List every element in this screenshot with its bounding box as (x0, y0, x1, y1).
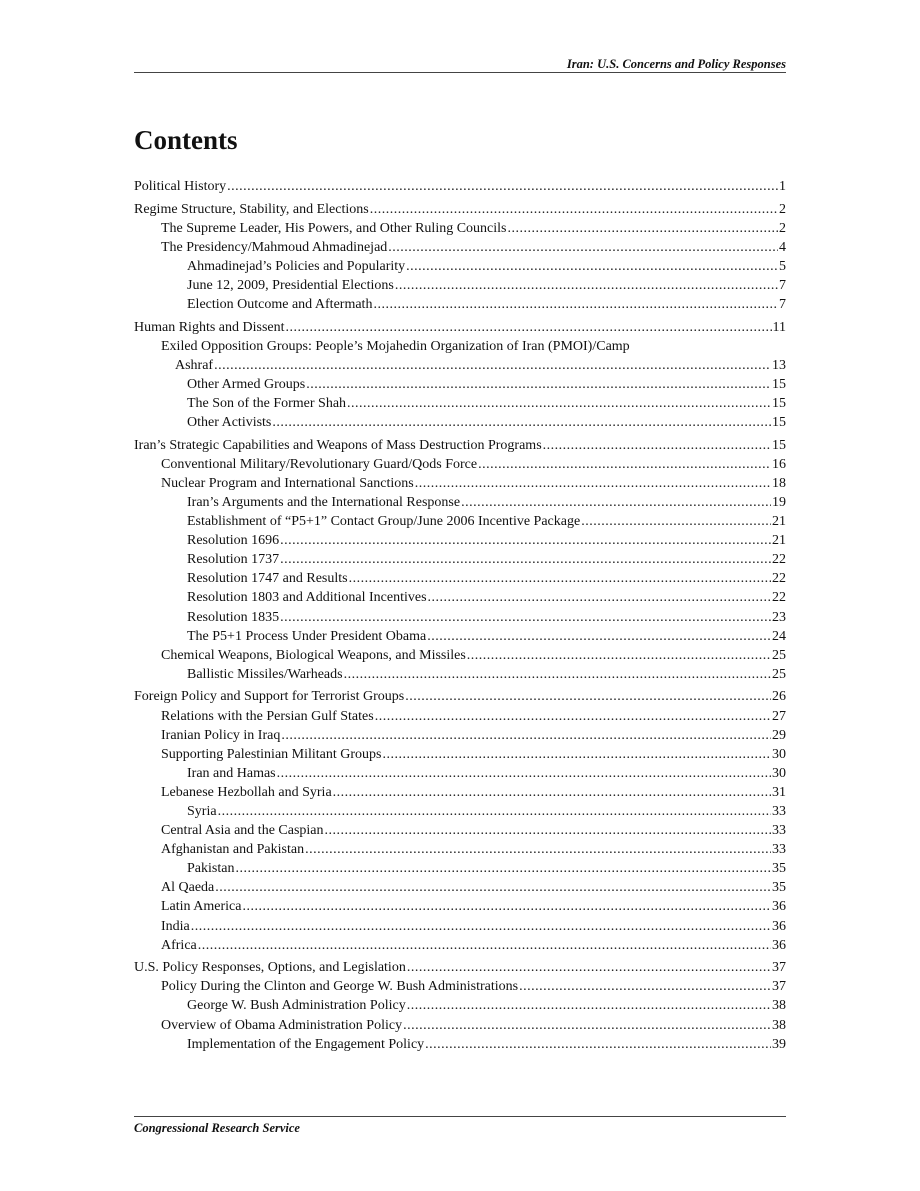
dot-leader (272, 413, 771, 432)
toc-entry-title: Resolution 1803 and Additional Incentives (187, 590, 427, 606)
toc-entry-title: Iranian Policy in Iraq (161, 727, 281, 743)
toc-entry[interactable] (134, 375, 786, 394)
dot-leader (280, 531, 771, 550)
toc-page-number: 37 (772, 960, 786, 976)
toc-page-number: 25 (772, 647, 786, 663)
toc-entry[interactable] (134, 1016, 786, 1035)
dot-leader (286, 318, 772, 337)
toc-entry-title: Conventional Military/Revolutionary Guard/Qods Force (161, 456, 478, 472)
toc-page-number: 38 (772, 1017, 786, 1033)
toc-entry-title: Nuclear Program and International Sanctions (161, 475, 414, 491)
toc-entry-title: Ballistic Missiles/Warheads (187, 666, 343, 682)
toc-entry[interactable] (134, 276, 786, 295)
toc-entry-title: Implementation of the Engagement Policy (187, 1036, 425, 1052)
dot-leader (344, 665, 771, 684)
toc-page-number: 13 (772, 357, 786, 373)
dot-leader (461, 493, 771, 512)
toc-entry[interactable] (134, 726, 786, 745)
toc-entry[interactable] (134, 745, 786, 764)
dot-leader (347, 394, 771, 413)
toc-entry-title: The Supreme Leader, His Powers, and Other Ruling Councils (161, 220, 507, 236)
toc-entry-title: Al Qaeda (161, 880, 215, 896)
dot-leader (370, 200, 778, 219)
toc-entry[interactable] (134, 436, 786, 455)
dot-leader (403, 1016, 771, 1035)
toc-entry-title: India (161, 918, 190, 934)
dot-leader (407, 958, 771, 977)
dot-leader (325, 821, 771, 840)
toc-page-number: 15 (772, 437, 786, 453)
toc-page-number: 35 (772, 880, 786, 896)
toc-page-number: 5 (779, 258, 786, 274)
toc-entry[interactable] (134, 356, 786, 375)
dot-leader (373, 295, 778, 314)
toc-entry[interactable] (134, 646, 786, 665)
dot-leader (467, 646, 771, 665)
dot-leader (581, 512, 771, 531)
toc-entry-title: George W. Bush Administration Policy (187, 998, 406, 1014)
dot-leader (280, 608, 771, 627)
header-divider (134, 72, 786, 73)
dot-leader (198, 936, 771, 955)
toc-entry-title: Resolution 1737 (187, 552, 280, 568)
toc-entry[interactable] (134, 394, 786, 413)
toc-entry-title: Policy During the Clinton and George W. Bush Administrations (161, 979, 519, 995)
toc-entry[interactable] (134, 238, 786, 257)
toc-page-number: 15 (772, 396, 786, 412)
toc-page-number: 2 (779, 201, 786, 217)
toc-entry-title: Resolution 1835 (187, 609, 280, 625)
toc-entry-title: Central Asia and the Caspian (161, 823, 324, 839)
toc-page-number: 36 (772, 937, 786, 953)
toc-page-number: 30 (772, 765, 786, 781)
table-of-contents (134, 177, 786, 1054)
toc-entry-title: Afghanistan and Pakistan (161, 842, 305, 858)
toc-entry[interactable] (134, 257, 786, 276)
toc-entry[interactable] (134, 455, 786, 474)
toc-page-number: 24 (772, 628, 786, 644)
toc-page-number: 1 (779, 179, 786, 194)
toc-entry[interactable] (134, 687, 786, 706)
dot-leader (425, 1035, 771, 1054)
toc-entry-title: Election Outcome and Aftermath (187, 297, 373, 313)
toc-entry-title: Lebanese Hezbollah and Syria (161, 784, 332, 800)
toc-page-number: 30 (772, 746, 786, 762)
toc-entry[interactable] (134, 783, 786, 802)
toc-entry-title: Africa (161, 937, 197, 953)
toc-entry[interactable] (134, 821, 786, 840)
toc-entry-title: The P5+1 Process Under President Obama (187, 628, 427, 644)
toc-page-number: 15 (772, 376, 786, 392)
toc-page-number: 39 (772, 1036, 786, 1052)
toc-entry[interactable] (134, 665, 786, 684)
toc-entry-title: Human Rights and Dissent (134, 319, 285, 335)
toc-entry[interactable] (134, 878, 786, 897)
toc-entry-title: June 12, 2009, Presidential Elections (187, 277, 394, 293)
dot-leader (383, 745, 772, 764)
dot-leader (388, 238, 778, 257)
toc-entry[interactable] (134, 859, 786, 878)
toc-page-number: 15 (772, 415, 786, 431)
dot-leader (427, 627, 771, 646)
toc-entry-title: Supporting Palestinian Militant Groups (161, 746, 382, 762)
dot-leader (305, 840, 771, 859)
toc-entry-title: Iran’s Strategic Capabilities and Weapons of Mass Destruction Programs (134, 437, 542, 453)
toc-page-number: 19 (772, 495, 786, 510)
dot-leader (242, 897, 771, 916)
toc-entry-title: Ahmadinejad’s Policies and Popularity (187, 258, 406, 274)
toc-entry[interactable] (134, 958, 786, 977)
toc-entry[interactable] (134, 550, 786, 569)
toc-entry-title: Political History (134, 179, 227, 194)
toc-page-number: 25 (772, 666, 786, 682)
toc-entry[interactable] (134, 977, 786, 996)
toc-entry-title: Iran’s Arguments and the International Response (187, 495, 461, 510)
toc-entry[interactable] (134, 318, 786, 337)
toc-entry-title: Other Armed Groups (187, 376, 306, 392)
toc-entry[interactable] (134, 707, 786, 726)
toc-entry-title: Resolution 1696 (187, 533, 280, 549)
toc-page-number: 4 (779, 239, 786, 255)
toc-entry[interactable] (134, 588, 786, 607)
toc-entry[interactable] (134, 493, 786, 512)
toc-entry-title: Resolution 1747 and Results (187, 571, 348, 587)
toc-entry[interactable] (134, 295, 786, 314)
toc-page-number: 26 (772, 689, 786, 705)
dot-leader (406, 257, 778, 276)
toc-page-number: 7 (779, 277, 786, 293)
toc-entry[interactable] (134, 200, 786, 219)
toc-entry-title: Relations with the Persian Gulf States (161, 708, 374, 724)
dot-leader (235, 859, 771, 878)
toc-entry-title: Pakistan (187, 861, 235, 877)
toc-entry-title: Chemical Weapons, Biological Weapons, and Missiles (161, 647, 466, 663)
dot-leader (191, 917, 771, 936)
toc-entry-title: Ashraf (175, 357, 214, 373)
toc-entry[interactable] (134, 608, 786, 627)
toc-entry[interactable] (134, 897, 786, 916)
dot-leader (395, 276, 778, 295)
toc-entry[interactable] (134, 569, 786, 588)
toc-entry[interactable] (134, 917, 786, 936)
toc-page-number: 36 (772, 899, 786, 915)
toc-entry-title: Other Activists (187, 415, 272, 431)
dot-leader (519, 977, 771, 996)
toc-page-number: 27 (772, 708, 786, 724)
toc-page-number: 33 (772, 823, 786, 839)
dot-leader (507, 219, 778, 238)
dot-leader (375, 707, 771, 726)
toc-entry[interactable] (134, 512, 786, 531)
toc-page-number: 7 (779, 297, 786, 313)
toc-page-number: 35 (772, 861, 786, 877)
toc-page-number: 33 (772, 804, 786, 819)
toc-entry[interactable] (134, 840, 786, 859)
toc-entry-title: U.S. Policy Responses, Options, and Legislation (134, 960, 406, 976)
toc-entry-title: The Son of the Former Shah (187, 396, 347, 412)
dot-leader (227, 177, 778, 196)
toc-page-number: 23 (772, 609, 786, 625)
dot-leader (280, 550, 771, 569)
toc-entry[interactable] (134, 177, 786, 196)
toc-entry-wrapped-line[interactable]: Exiled Opposition Groups: People’s Mojahedin Organization of Iran (PMOI)/Camp (161, 338, 630, 354)
toc-entry-title: Overview of Obama Administration Policy (161, 1017, 403, 1033)
toc-page-number: 31 (772, 784, 786, 800)
dot-leader (218, 802, 771, 821)
toc-entry[interactable] (134, 413, 786, 432)
dot-leader (214, 356, 771, 375)
toc-page-number: 37 (772, 979, 786, 995)
toc-entry[interactable] (134, 936, 786, 955)
dot-leader (415, 474, 771, 493)
toc-entry[interactable] (134, 1035, 786, 1054)
dot-leader (543, 436, 771, 455)
footer-publisher: Congressional Research Service (134, 1121, 300, 1135)
toc-entry-title: Regime Structure, Stability, and Elections (134, 201, 369, 217)
toc-page-number: 11 (772, 319, 786, 335)
dot-leader (478, 455, 771, 474)
toc-entry-title: The Presidency/Mahmoud Ahmadinejad (161, 239, 388, 255)
toc-entry[interactable] (134, 531, 786, 550)
toc-page-number: 21 (772, 514, 786, 530)
toc-entry-title: Establishment of “P5+1” Contact Group/June 2006 Incentive Package (187, 514, 581, 530)
dot-leader (277, 764, 771, 783)
toc-entry-title: Latin America (161, 899, 242, 915)
toc-page-number: 29 (772, 727, 786, 743)
dot-leader (281, 726, 771, 745)
toc-page-number: 18 (772, 475, 786, 491)
toc-page-number: 33 (772, 842, 786, 858)
footer-divider (134, 1116, 786, 1117)
toc-entry-title: Syria (187, 804, 217, 819)
dot-leader (428, 588, 771, 607)
toc-page-number: 22 (772, 552, 786, 568)
toc-entry[interactable] (134, 764, 786, 783)
toc-page-number: 2 (779, 220, 786, 236)
toc-page-number: 21 (772, 533, 786, 549)
toc-entry-title: Foreign Policy and Support for Terrorist Groups (134, 689, 405, 705)
running-header: Iran: U.S. Concerns and Policy Responses (566, 57, 786, 71)
toc-entry[interactable] (134, 474, 786, 493)
dot-leader (349, 569, 771, 588)
dot-leader (405, 687, 771, 706)
dot-leader (215, 878, 771, 897)
toc-page-number: 22 (772, 590, 786, 606)
toc-entry-title: Iran and Hamas (187, 765, 276, 781)
dot-leader (306, 375, 771, 394)
toc-page-number: 36 (772, 918, 786, 934)
dot-leader (333, 783, 771, 802)
toc-page-number: 38 (772, 998, 786, 1014)
toc-entry[interactable] (134, 802, 786, 821)
toc-page-number: 16 (772, 456, 786, 472)
dot-leader (407, 996, 771, 1015)
toc-entry[interactable] (134, 996, 786, 1015)
toc-entry[interactable] (134, 627, 786, 646)
toc-page-number: 22 (772, 571, 786, 587)
toc-entry[interactable] (134, 219, 786, 238)
page-title: Contents (134, 125, 238, 155)
